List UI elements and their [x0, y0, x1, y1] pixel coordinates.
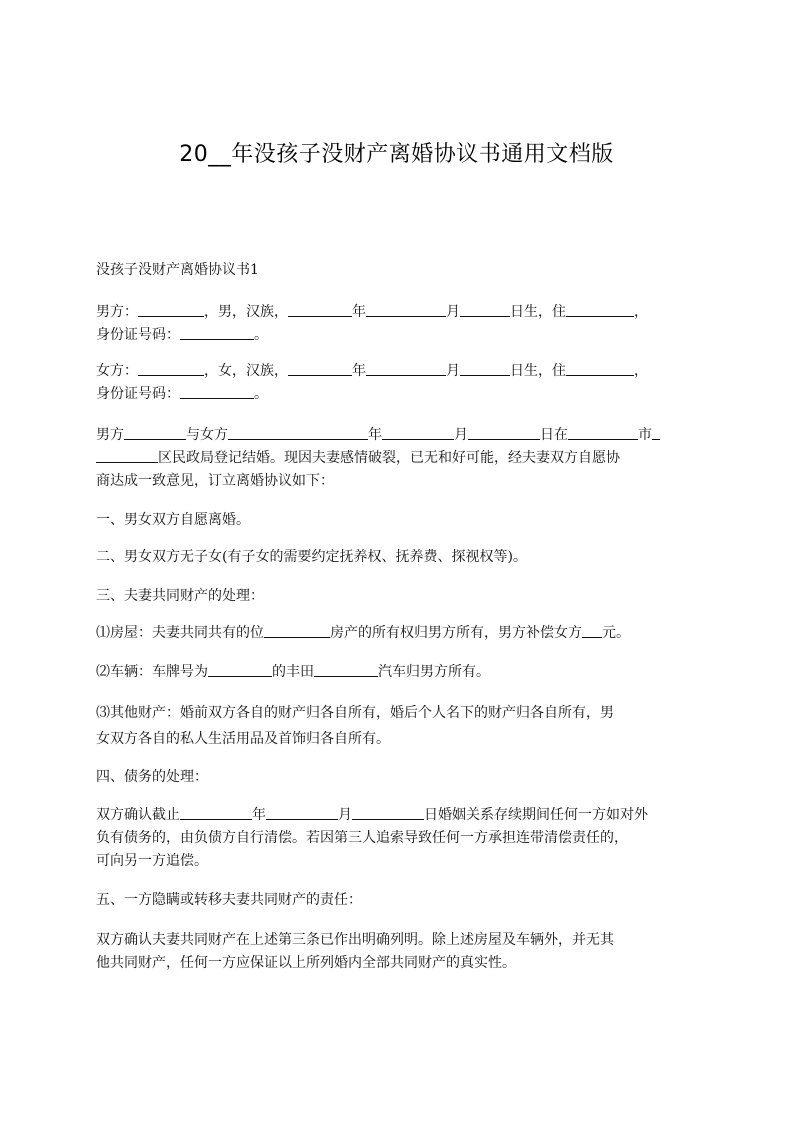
- female-label: 女方：: [96, 363, 138, 379]
- female-birth-month-blank[interactable]: [366, 361, 446, 376]
- debt-line-2: 负有债务的，由负债方自行清偿。若因第三人追索导致任何一方承担连带清偿责任的，: [96, 830, 628, 846]
- marriage-text: 市: [638, 427, 652, 443]
- debt-day-blank[interactable]: [352, 805, 424, 820]
- male-address-blank[interactable]: [566, 302, 634, 317]
- female-id-line: [96, 383, 700, 406]
- marriage-text: 与女方: [186, 427, 228, 443]
- birth-text: 日生，住: [510, 304, 566, 320]
- period-text: 。: [254, 327, 268, 343]
- marriage-text: 年: [368, 427, 382, 443]
- debt-line-3: 可向另一方追偿。: [96, 853, 208, 869]
- debt-text: 月: [338, 807, 352, 823]
- month-text: 月: [446, 363, 460, 379]
- house-clause: [96, 622, 700, 645]
- marriage-text: 日在: [540, 427, 568, 443]
- female-party-line: [96, 360, 700, 383]
- marriage-female-blank[interactable]: [228, 425, 368, 440]
- male-id-blank[interactable]: [180, 325, 254, 340]
- car-text: ⑵车辆：车牌号为: [96, 664, 208, 680]
- marriage-year-blank[interactable]: [382, 425, 454, 440]
- debt-month-blank[interactable]: [266, 805, 338, 820]
- male-id-line: [96, 324, 700, 347]
- comma-text: ，: [634, 363, 648, 379]
- male-label: 男方：: [96, 304, 138, 320]
- male-name-blank[interactable]: [138, 302, 204, 317]
- male-birth-month-blank[interactable]: [366, 302, 446, 317]
- marriage-line-1: [96, 424, 700, 447]
- section-4-heading: 四、债务的处理：: [96, 769, 208, 785]
- birth-text: 日生，住: [510, 363, 566, 379]
- conceal-line-1: 双方确认夫妻共同财产在上述第三条已作出明确列明。除上述房屋及车辆外，并无其: [96, 932, 614, 948]
- house-text: ⑴房屋：夫妻共同共有的位: [96, 625, 264, 641]
- car-plate-blank[interactable]: [208, 662, 272, 677]
- section-3-heading: 三、夫妻共同财产的处理：: [96, 588, 264, 604]
- house-location-blank[interactable]: [264, 623, 330, 638]
- female-birth-year-blank[interactable]: [288, 361, 352, 376]
- car-clause: [96, 661, 700, 684]
- female-gender-text: ，女，汉族，: [204, 363, 288, 379]
- female-birth-day-blank[interactable]: [460, 361, 510, 376]
- marriage-city-blank[interactable]: [568, 425, 638, 440]
- male-gender-text: ，男，汉族，: [204, 304, 288, 320]
- house-text: 元。: [602, 625, 630, 641]
- house-text: 房产的所有权归男方所有，男方补偿女方: [330, 625, 582, 641]
- debt-year-blank[interactable]: [180, 805, 252, 820]
- debt-text: 双方确认截止: [96, 807, 180, 823]
- document-title: 20__年没孩子没财产离婚协议书通用文档版: [179, 142, 614, 167]
- year-text: 年: [352, 363, 366, 379]
- female-name-blank[interactable]: [138, 361, 204, 376]
- car-model-blank[interactable]: [314, 662, 378, 677]
- agreement-subtitle: 没孩子没财产离婚协议书1: [96, 262, 259, 278]
- male-birth-year-blank[interactable]: [288, 302, 352, 317]
- marriage-line-2: [96, 447, 700, 470]
- male-id-label: 身份证号码：: [96, 327, 180, 343]
- debt-line-1: [96, 804, 700, 827]
- marriage-male-blank[interactable]: [124, 425, 186, 440]
- marriage-district-blank[interactable]: [96, 448, 158, 463]
- year-text: 年: [352, 304, 366, 320]
- marriage-line-3: 商达成一致意见，订立离婚协议如下：: [96, 473, 334, 489]
- debt-text: 日婚姻关系存续期间任何一方如对外: [424, 807, 648, 823]
- section-2: 二、男女双方无子女(有子女的需要约定抚养权、抚养费、探视权等)。: [96, 549, 527, 565]
- period-text: 。: [254, 386, 268, 402]
- male-birth-day-blank[interactable]: [460, 302, 510, 317]
- comma-text: ，: [634, 304, 648, 320]
- conceal-line-2: 他共同财产，任何一方应保证以上所列婚内全部共同财产的真实性。: [96, 955, 516, 971]
- section-5-heading: 五、一方隐瞒或转移夫妻共同财产的责任：: [96, 892, 362, 908]
- female-id-label: 身份证号码：: [96, 386, 180, 402]
- car-text: 的丰田: [272, 664, 314, 680]
- marriage-trailing-blank[interactable]: [652, 425, 660, 440]
- section-1: 一、男女双方自愿离婚。: [96, 512, 250, 528]
- month-text: 月: [446, 304, 460, 320]
- other-property-line-2: 女双方各自的私人生活用品及首饰归各自所有。: [96, 731, 390, 747]
- female-id-blank[interactable]: [180, 384, 254, 399]
- marriage-text: 月: [454, 427, 468, 443]
- other-property-line-1: ⑶其他财产：婚前双方各自的财产归各自所有，婚后个人名下的财产归各自所有，男: [96, 705, 614, 721]
- marriage-text: 区民政局登记结婚。现因夫妻感情破裂，已无和好可能，经夫妻双方自愿协: [158, 450, 620, 466]
- marriage-text: 男方: [96, 427, 124, 443]
- house-compensation-blank[interactable]: [582, 623, 602, 638]
- marriage-month-blank[interactable]: [468, 425, 540, 440]
- male-party-line: [96, 301, 700, 324]
- female-address-blank[interactable]: [566, 361, 634, 376]
- car-text: 汽车归男方所有。: [378, 664, 490, 680]
- debt-text: 年: [252, 807, 266, 823]
